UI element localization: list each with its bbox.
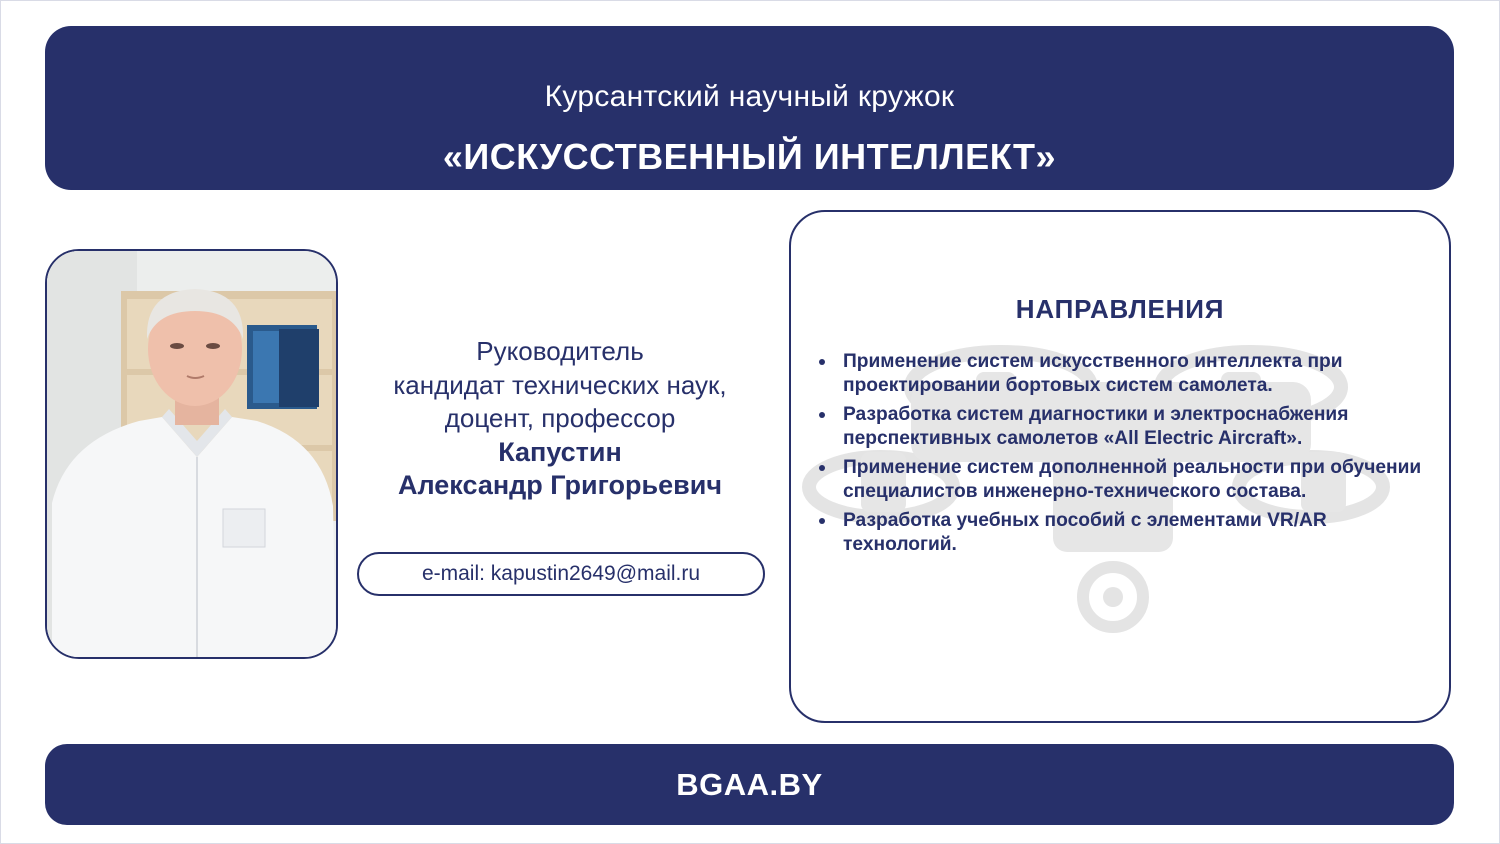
- email-badge[interactable]: e-mail: kapustin2649@mail.ru: [357, 552, 765, 596]
- leader-photo: [45, 249, 338, 659]
- bullet-dot: [819, 412, 825, 418]
- list-item: [815, 456, 1435, 503]
- leader-titles: доцент, профессор: [444, 403, 676, 433]
- bullet-dot: [819, 518, 825, 524]
- list-item: [815, 509, 1435, 556]
- bullet-dot: [819, 465, 825, 471]
- footer-banner: [45, 744, 1454, 825]
- leader-role: Руководитель: [476, 336, 644, 366]
- directions-heading: НАПРАВЛЕНИЯ: [1015, 294, 1225, 324]
- list-item: [815, 350, 1435, 397]
- header-banner: [45, 26, 1454, 190]
- portrait-photo: [47, 251, 336, 657]
- leader-surname: Капустин: [498, 436, 622, 467]
- leader-given-names: Александр Григорьевич: [398, 469, 722, 500]
- list-item: [815, 403, 1435, 450]
- leader-info: [350, 335, 770, 502]
- bullet-dot: [819, 359, 825, 365]
- leader-degree: кандидат технических наук,: [393, 369, 727, 400]
- club-subtitle: Курсантский научный кружок: [544, 80, 955, 113]
- club-title: «ИСКУССТВЕННЫЙ ИНТЕЛЛЕКТ»: [442, 136, 1057, 177]
- direction-text: Применение систем дополненной реальности при обучении специалистов инженерно-технического состава.: [843, 457, 1422, 502]
- direction-text: Применение систем искусственного интеллекта при проектировании бортовых систем самолета.: [843, 351, 1343, 396]
- directions-list: [815, 350, 1435, 562]
- site-link[interactable]: BGAA.BY: [676, 767, 823, 802]
- direction-text: Разработка систем диагностики и электроснабжения перспективных самолетов «All Electric Aircraft».: [843, 404, 1349, 449]
- directions-panel: [789, 210, 1451, 723]
- direction-text: Разработка учебных пособий с элементами VR/AR технологий.: [843, 510, 1327, 555]
